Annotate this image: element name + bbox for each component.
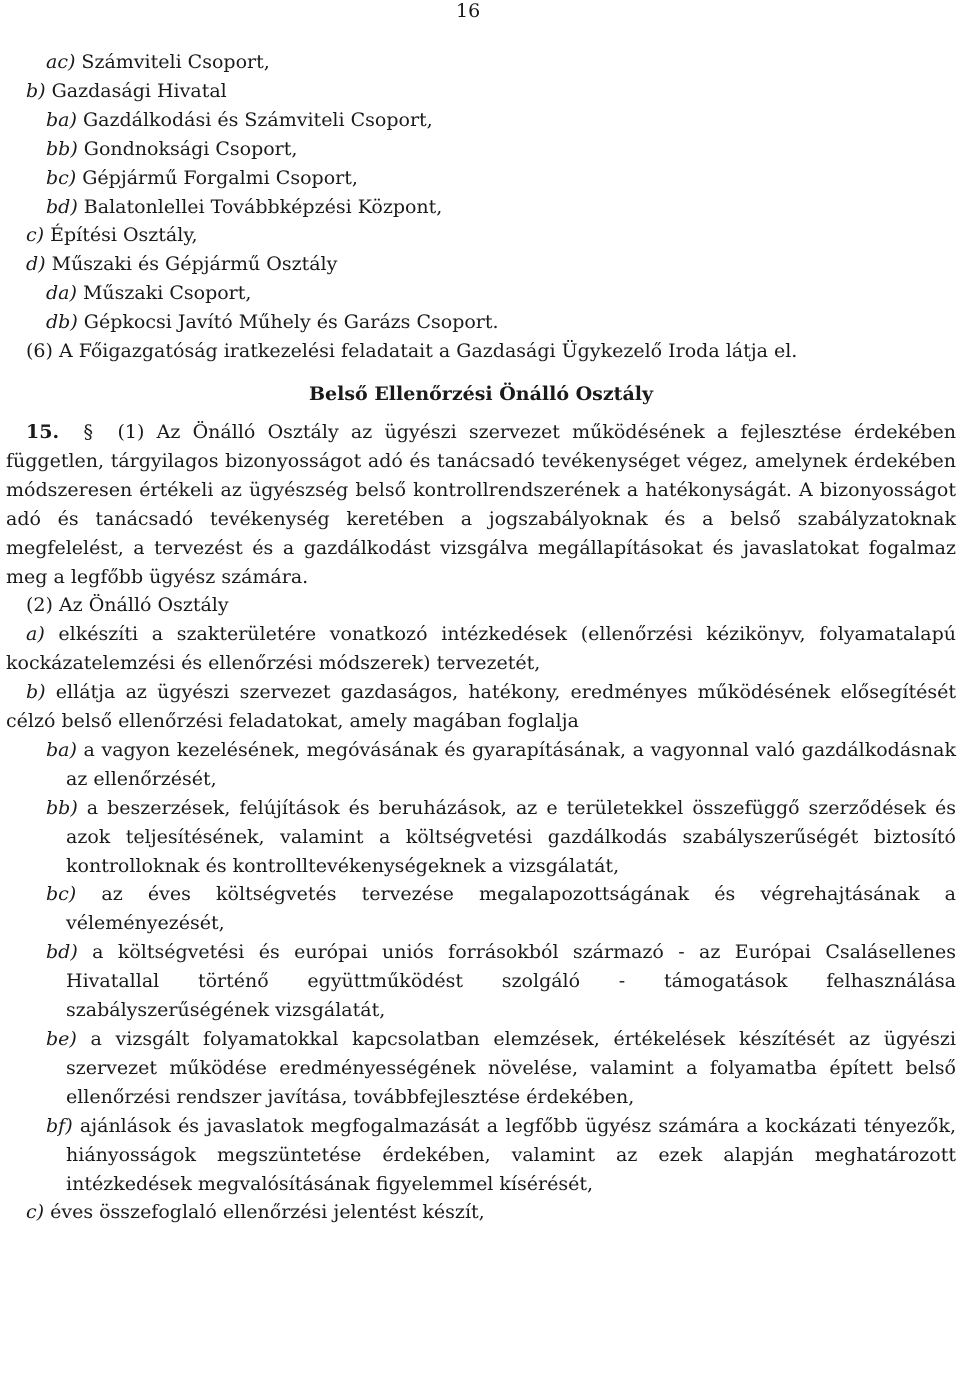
list-item (6, 193, 956, 222)
list-item (6, 77, 956, 106)
paragraph-1-text: (1) Az Önálló Osztály az ügyészi szervezet működésének a fejlesztése érdekében független, tárgyilagos bizonyosságot adó és tanácsadó tevékenységet végez, amelynek érdekében módszeresen értékeli az ügyészség belső kontrollrendszerének a hatékonyságát. A bizonyosságot adó és tanácsadó tevékenység keretében a jogszabályoknak és a belső szabályzatoknak megfelelést, a tervezést és a gazdálkodást vizsgálva megállapításokat és javaslatokat fogalmaz meg a legfőbb ügyész számára. (6, 420, 956, 588)
list-item-label: db) (46, 311, 78, 334)
section-item-text: a vagyon kezelésének, megóvásának és gyarapításának, a vagyonnal való gazdálkodásnak az ellenőrzését, (66, 738, 956, 790)
section-item-label: bd) (46, 941, 78, 964)
list-item-text: Balatonlellei Továbbképzési Központ, (77, 195, 443, 218)
list-item-label: bc) (46, 166, 77, 189)
list-item (6, 106, 956, 135)
list-item (6, 308, 956, 337)
section-item (6, 794, 956, 881)
list-item-text: Gazdálkodási és Számviteli Csoport, (76, 108, 433, 131)
section-item-text: ajánlások és javaslatok megfogalmazását a legfőbb ügyész számára a kockázati tényezők, hiányosságok megszüntetése érdekében, valamint az ezek alapján meghatározott intézkedések megvalósításának figyelemmel kísérését, (66, 1114, 956, 1195)
list-item-text: Műszaki Csoport, (76, 282, 252, 305)
section-item-label: bb) (46, 796, 78, 819)
section-item-text: az éves költségvetés tervezése megalapozottságának és végrehajtásának a véleményezését, (66, 883, 956, 935)
section-item (6, 880, 956, 938)
paragraph-6: (6) A Főigazgatóság iratkezelési feladatait a Gazdasági Ügykezelő Iroda látja el. (26, 340, 798, 363)
list-item-text: Gondnoksági Csoport, (77, 137, 298, 160)
list-item-text: Gépkocsi Javító Műhely és Garázs Csoport. (77, 311, 499, 334)
list-item-label: d) (26, 253, 46, 276)
section-item-text: a költségvetési és európai uniós forrásokból származó - az Európai Csalásellenes Hivatallal történő együttműködést szolgáló - támogatások felhasználása szabályszerűségének vizsgálatát, (66, 941, 956, 1022)
section-item (6, 938, 956, 1025)
section-15-paragraph-2: (2) Az Önálló Osztály (26, 594, 229, 617)
list-item-text: Építési Osztály, (44, 224, 198, 247)
list-item-label: b) (26, 79, 46, 102)
list-item (6, 164, 956, 193)
section-item-list (6, 620, 956, 1227)
section-item-text: a vizsgált folyamatokkal kapcsolatban elemzések, értékelések készítését az ügyészi szervezet működése eredményességének növelése, valamint a folyamatba épített belső ellenőrzési rendszer javítása, továbbfejlesztése érdekében, (66, 1028, 956, 1108)
section-item-text: éves összefoglaló ellenőrzési jelentést készít, (44, 1201, 485, 1224)
list-item (6, 279, 956, 308)
section-item-label: bc) (46, 883, 77, 906)
section-item-label: be) (46, 1028, 77, 1050)
document-body (6, 48, 956, 1227)
list-item-text: Gazdasági Hivatal (45, 79, 227, 102)
list-item-label: c) (26, 224, 45, 247)
section-heading: Belső Ellenőrzési Önálló Osztály (308, 382, 654, 405)
section-item-text: ellátja az ügyészi szervezet gazdaságos, hatékony, eredményes működésének elősegítését célzó belső ellenőrzési feladatokat, amely magában foglalja (6, 681, 956, 733)
section-item-label: b) (26, 681, 46, 704)
list-item-text: Gépjármű Forgalmi Csoport, (76, 166, 358, 189)
section-item-label: ba) (46, 738, 77, 761)
list-item-label: bb) (46, 137, 78, 160)
list-item (6, 135, 956, 164)
list-item (6, 250, 956, 279)
list-item-label: bd) (46, 195, 78, 218)
section-item (6, 1112, 956, 1199)
page-number: 16 (456, 0, 481, 22)
section-item (6, 736, 956, 794)
list-item (6, 221, 956, 250)
section-item-label: a) (26, 623, 45, 646)
unit-list (6, 48, 956, 337)
section-item (6, 620, 956, 678)
list-item-text: Műszaki és Gépjármű Osztály (45, 253, 338, 276)
list-item-label: da) (46, 282, 77, 305)
section-15-paragraph-1 (6, 418, 956, 591)
section-item-text: elkészíti a szakterületére vonatkozó intézkedések (ellenőrzési kézikönyv, folyamatalapú kockázatelemzési és ellenőrzési módszerek) tervezetét, (6, 623, 956, 675)
section-item-text: a beszerzések, felújítások és beruházások, az e területekkel összefüggő szerződések és azok teljesítésének, valamint a költségvetési gazdálkodás szabályszerűségét biztosító kontrolloknak és kontrolltevékenységeknek a vizsgálatát, (66, 796, 956, 877)
section-item (6, 678, 956, 736)
section-symbol: § (83, 420, 94, 443)
list-item-label: ba) (46, 108, 77, 131)
list-item-label: ac) (46, 51, 76, 73)
section-number: 15. (26, 420, 60, 443)
section-item-label: c) (26, 1201, 45, 1224)
section-item (6, 1198, 956, 1227)
section-item (6, 1025, 956, 1112)
list-item-text: Számviteli Csoport, (75, 51, 270, 73)
section-item-label: bf) (46, 1114, 73, 1137)
list-item (6, 48, 956, 77)
